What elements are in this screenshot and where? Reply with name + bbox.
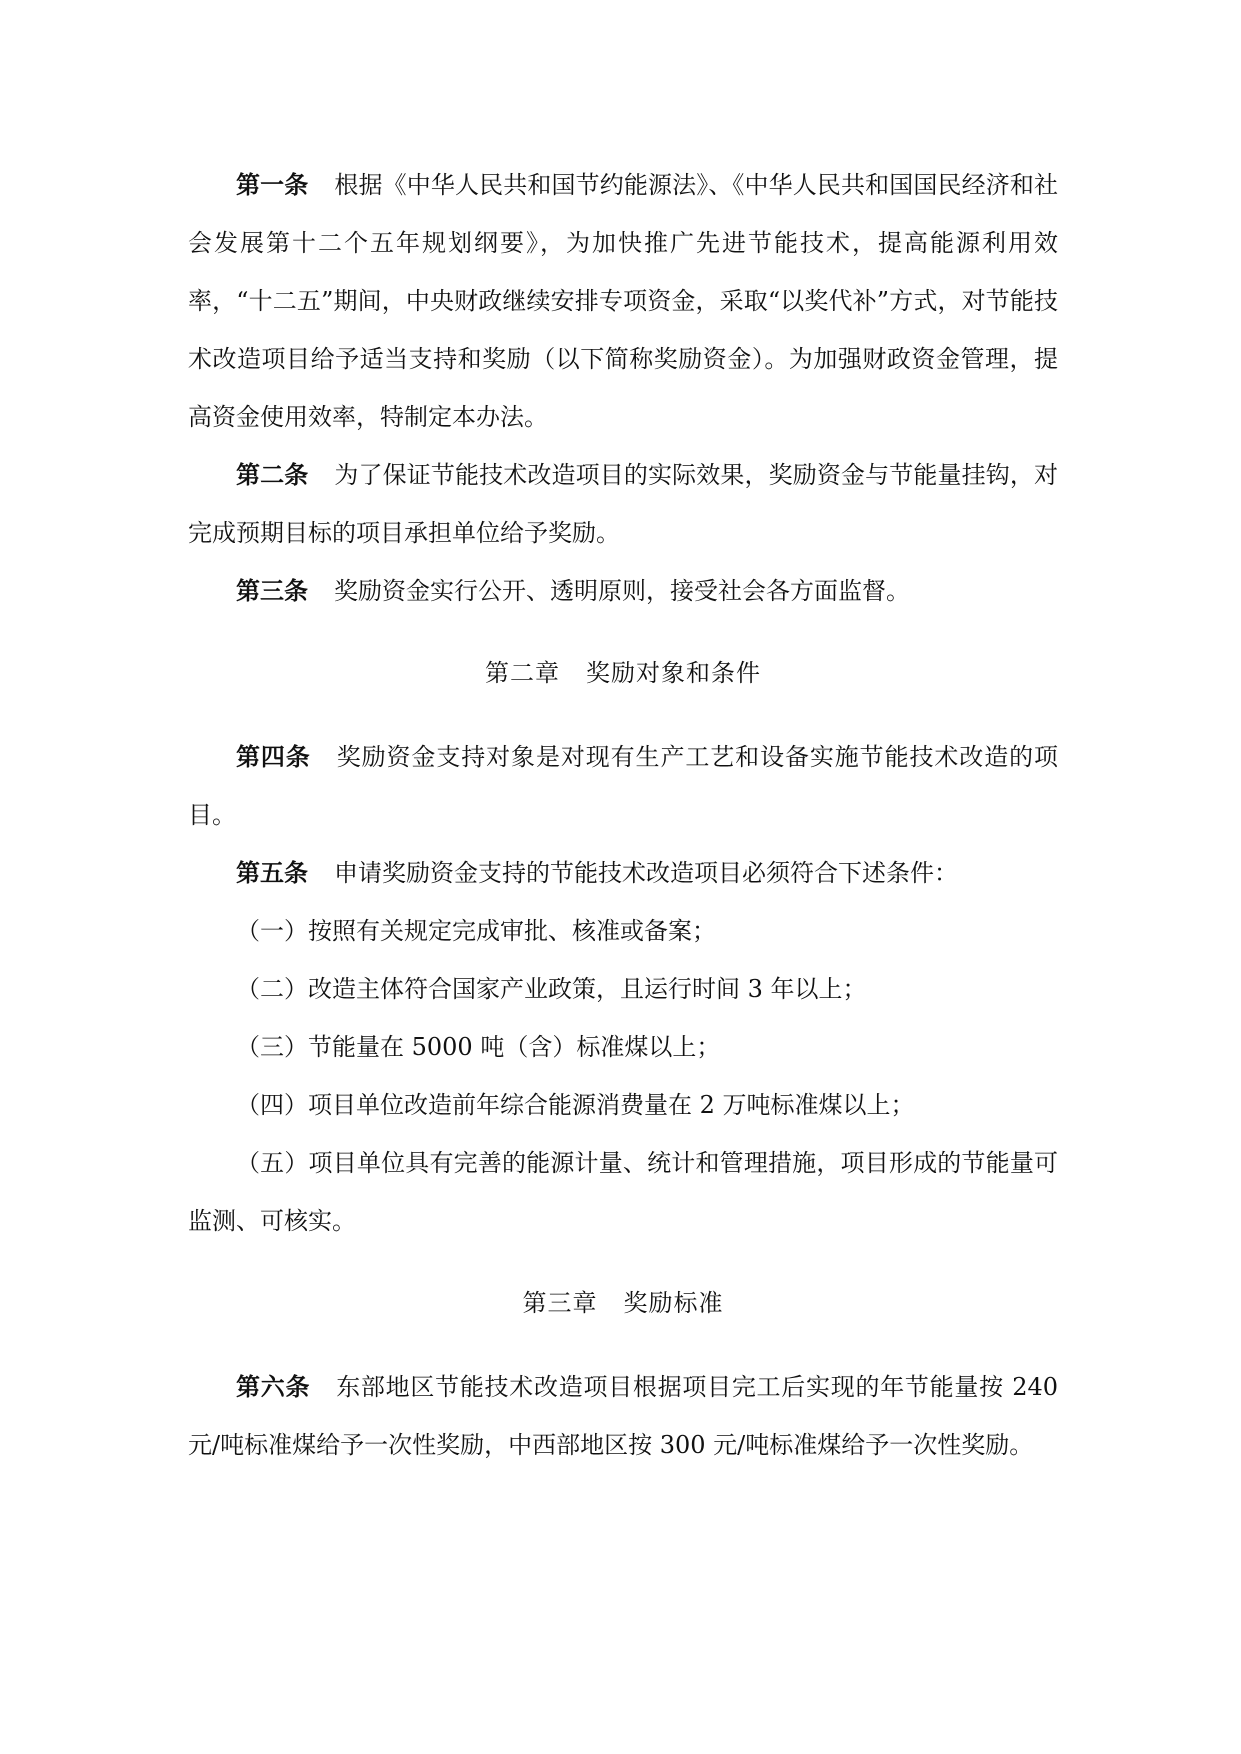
- article-4: [188, 728, 1058, 844]
- article-3-text: 奖励资金实行公开、透明原则，接受社会各方面监督。: [334, 577, 910, 605]
- chapter-2-heading: [188, 644, 1058, 702]
- article-1-label: 第一条: [236, 170, 309, 199]
- article-6: [188, 1358, 1058, 1474]
- article-6-text: 东部地区节能技术改造项目根据项目完工后实现的年节能量按 240 元/吨标准煤给予一次性奖励，中西部地区按 300 元/吨标准煤给予一次性奖励。: [188, 1373, 1059, 1459]
- article-3: [188, 562, 1058, 620]
- article-4-text: 奖励资金支持对象是对现有生产工艺和设备实施节能技术改造的项目。: [188, 743, 1059, 829]
- article-5-item-2: （二）改造主体符合国家产业政策，且运行时间 3 年以上；: [236, 975, 867, 1003]
- chapter-3-title: 奖励标准: [623, 1289, 724, 1317]
- article-2-text: 为了保证节能技术改造项目的实际效果，奖励资金与节能量挂钩，对完成预期目标的项目承担单位给予奖励。: [188, 461, 1058, 547]
- article-2-label: 第二条: [236, 460, 309, 489]
- chapter-2-number: 第二章: [485, 659, 560, 687]
- article-4-label: 第四条: [236, 742, 311, 771]
- article-1: [188, 156, 1058, 446]
- chapter-3-number: 第三章: [522, 1289, 598, 1317]
- document-page: [188, 156, 1058, 1474]
- article-5-item-3: （三）节能量在 5000 吨（含）标准煤以上；: [236, 1033, 721, 1061]
- article-5-item-1: （一）按照有关规定完成审批、核准或备案；: [236, 917, 716, 945]
- article-5-text: 申请奖励资金支持的节能技术改造项目必须符合下述条件：: [334, 859, 958, 887]
- article-5-item-5: （五）项目单位具有完善的能源计量、统计和管理措施，项目形成的节能量可监测、可核实。: [188, 1149, 1058, 1235]
- article-3-label: 第三条: [236, 576, 308, 605]
- article-5-label: 第五条: [236, 858, 308, 887]
- article-1-text: 根据《中华人民共和国节约能源法》、《中华人民共和国国民经济和社会发展第十二个五年规划纲要》，为加快推广先进节能技术，提高能源利用效率，“十二五”期间，中央财政继续安排专项资金，采取“以奖代补”方式，对节能技术改造项目给予适当支持和奖励（以下简称奖励资金）。为加强财政资金管理，提高资金使用效率，特制定本办法。: [188, 171, 1059, 431]
- chapter-2-title: 奖励对象和条件: [586, 659, 761, 687]
- chapter-3-heading: [188, 1274, 1058, 1332]
- article-5-item-4: （四）项目单位改造前年综合能源消费量在 2 万吨标准煤以上；: [236, 1091, 915, 1119]
- article-6-label: 第六条: [236, 1372, 311, 1401]
- article-5: [188, 844, 1058, 902]
- article-2: [188, 446, 1058, 562]
